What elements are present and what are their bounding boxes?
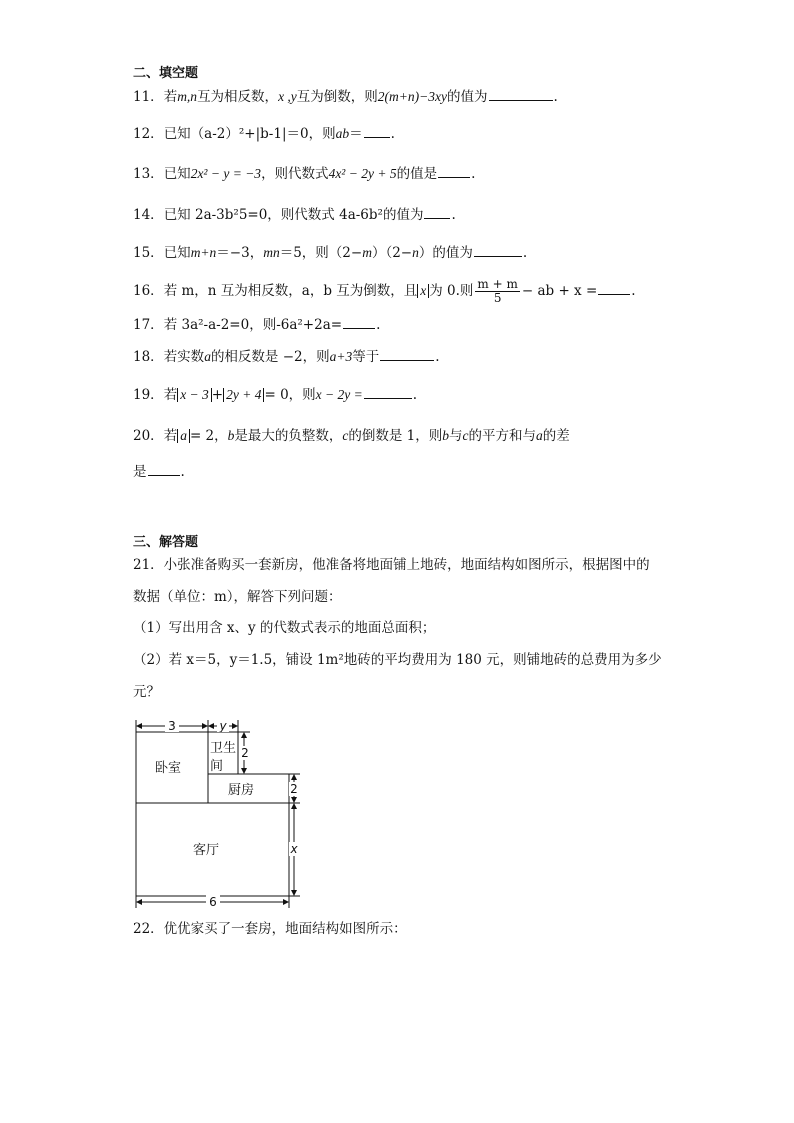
question-21-line3: （1）写出用含 x、y 的代数式表示的地面总面积； (133, 620, 436, 636)
room-label-bedroom: 卧室 (154, 761, 182, 776)
question-11: 11．若m,n互为相反数，x ,y互为倒数，则2(m+n)−3xy的值为 . (133, 89, 558, 105)
answer-blank[interactable] (148, 463, 180, 476)
room-label-bathroom-2: 间 (210, 759, 224, 774)
dim-label-right-mid: 2 (290, 782, 298, 796)
room-label-living: 客厅 (192, 843, 220, 858)
question-14: 14．已知 2a-3b²5=0，则代数式 4a-6b²的值为 . (133, 207, 456, 223)
answer-blank[interactable] (343, 316, 375, 329)
dim-label-right-bottom: x (290, 842, 298, 856)
answer-blank[interactable] (438, 165, 470, 178)
section-solve-title: 三、解答题 (133, 535, 199, 550)
question-21-line1: 21．小张准备购买一套新房，他准备将地面铺上地砖，地面结构如图所示，根据图中的 (133, 557, 650, 573)
floor-plan-figure (128, 712, 308, 912)
question-20-line2: 是 . (133, 464, 185, 480)
answer-blank[interactable] (474, 244, 522, 257)
answer-blank[interactable] (489, 88, 553, 101)
question-12: 12．已知（a-2）²+|b-1|＝0，则ab＝ . (133, 126, 395, 142)
question-21-line5: 元？ (133, 684, 160, 700)
question-13: 13．已知2x² − y = −3，则代数式4x² − 2y + 5的值是 . (133, 166, 476, 182)
answer-blank[interactable] (424, 206, 450, 219)
answer-blank[interactable] (364, 386, 412, 399)
question-17: 17．若 3a²-a-2=0，则-6a²+2a= . (133, 317, 381, 333)
question-15: 15．已知m+n＝−3，mn＝5，则（2−m）（2−n）的值为 . (133, 245, 528, 261)
question-20: 20．若 a = 2，b是最大的负整数，c的倒数是 1，则b与c的平方和与a的差 (133, 428, 570, 444)
dim-label-top-right: y (219, 719, 227, 733)
dim-label-bottom: 6 (209, 895, 217, 909)
question-16: 16．若 m，n 互为相反数，a，b 互为倒数，且 x 为 0.则 $\frac{m + m}{5}$ − ab + x = . (133, 277, 636, 305)
question-21-line2: 数据（单位：m），解答下列问题： (133, 589, 342, 605)
section-fill-in-title: 二、填空题 (133, 66, 199, 81)
question-19: 19．若 x − 3 + 2y + 4 = 0，则x − 2y = . (133, 387, 418, 403)
room-label-bathroom-1: 卫生 (210, 741, 237, 756)
answer-blank[interactable] (598, 282, 630, 295)
question-21-line4: （2）若 x＝5，y＝1.5，铺设 1m²地砖的平均费用为 180 元，则铺地砖的总费用为多少 (133, 652, 662, 668)
answer-blank[interactable] (364, 125, 390, 138)
answer-blank[interactable] (380, 348, 434, 361)
question-18: 18．若实数a的相反数是 −2，则a+3等于 . (133, 349, 440, 365)
question-22-line1: 22．优优家买了一套房，地面结构如图所示： (133, 921, 407, 937)
room-label-kitchen: 厨房 (227, 783, 255, 798)
dim-label-right-top: 2 (241, 746, 249, 760)
dim-label-top-left: 3 (168, 719, 176, 733)
fraction: $\frac{m + m}{5}$ (477, 277, 518, 305)
